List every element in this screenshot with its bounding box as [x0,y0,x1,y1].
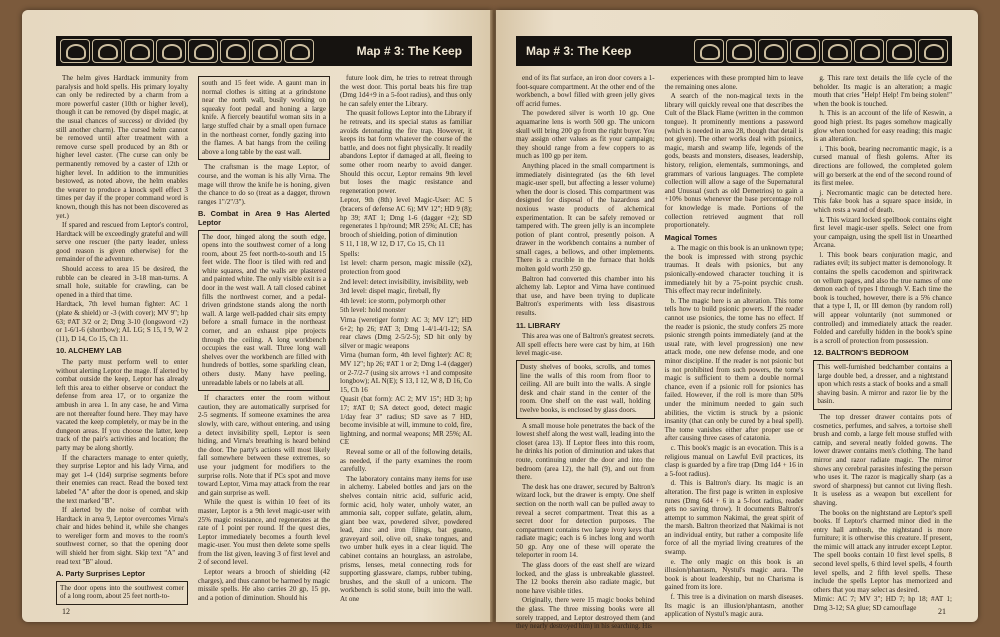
paragraph: A search of the non-magical texts in the library will quickly reveal one that describes the Cult of the Black Flame (written in the common tongue). It prominently mentions a password (which is needed in area 28, though that detail is not given). The other works deal with psionics, magic, marsh and swamp life, legends of the gods, beasts and monsters, diseases, leadership, history, religion, elementals, summonings, and grammars of various languages. The complete collection will allow a sage of the Supernatural and Unusual (such as old Demetrios) to gain a +10% bonus whenever the base percentage roll for knowledge is made. Portions of the collection retrieved augment that roll proportionately. [664,92,804,230]
left-col-3 [340,74,472,604]
paragraph: While the quest is within 10 feet of its master, Leptor is a 9th level magic-user with 25% magic resistance, and regenerates at the rate of 1 point per round. If the quest dies, Leptor immediately becomes a fourth level magic-user. You must then delete some spells from the list given, leaving 3 of first level and 2 of second level. [198,498,330,567]
stat-block: Mimic: AC 7; MV 3"; HD 7; hp 18; #AT 1; Dmg 3-12; SA glue; SD camouflage [813,595,953,613]
celtic-knot-icon [886,39,916,63]
celtic-knot-icon [854,39,884,63]
paragraph: Anything placed in the small compartment is immediately disintegrated (as the 6th level magic-user spell, but affecting a lesser volume) when the door is closed. This compartment was designed for disposal of the hazardous and noxious waste products of alchemical experimentation. It can be safely removed or tampered with. The green jelly is an incomplete potion of plant control, presently poison. A drawer in the workbench contains a number of small cages, a bellows, and other implements. There is a crucible in the furnace that holds molten gold worth 250 gp. [516,161,655,274]
paragraph: A small mouse hole penetrates the back of the lowest shelf along the west wall, leading into the closet (area 13). If Leptor flees into this room, he drinks his potion of diminution and takes that route, continuing under the door and into the bedroom (area 12), the hall (9), and out from there. [516,421,655,482]
right-page [496,10,978,631]
page-title: Map # 3: The Keep [526,44,632,58]
left-columns [56,74,472,604]
paragraph: c. This book's magic is an evocation. This is a religious manual on Lawful Evil practices, its clasp is guarded by a fire trap (Dmg 1d4 + 16 in a 5-foot radius). [664,443,804,478]
paragraph: Baltron had converted this chamber into his alchemy lab. Leptor and Virna have continued that use, and have been trying to duplicate Baltron's experiments with less disastrous results. [516,274,655,318]
paragraph: d. This is Baltron's diary. Its magic is an alteration. The first page is written in explosive runes (Dmg 6d4 + 6 in a 5-foot radius, reader gets no saving throw). It documents Baltron's attempt to summon Nakimai, the great spirit of the marsh. Baltron theorized that Nakimai is not an individual entity, but rather a composite life force of all the myriad living creatures of the swamp. [664,479,804,557]
spell-line: 4th level: ice storm, polymorph other [340,296,446,305]
celtic-knot-icon [822,39,852,63]
celtic-knot-icon [284,39,314,63]
paragraph: The helm gives Hardtack immunity from paralysis and hold spells. His primary loyalty can only be redirected by a charm from a more powerful caster (10th or higher level), though it can be removed (by dispel magic, at the usual chances of success) or divided (by still another charm). The cursed helm cannot be removed until after treatment with a remove curse spell produced by an 8th or higher level caster. (The curse can only be permanently removed by a caster of 12th or higher level. In addition to the immunities bestowed, as noted above, the helm enables the wearer to produce a knock spell effect 3 times per day if the proper command word is known, though this has not been discovered as yet.) [56,74,188,220]
paragraph: The craftsman is the mage Leptor, of course, and the woman is his ally Virna. The mage will throw the knife he is honing, given the chance to do so (treat as a dagger, thrown ranges 1"/2"/3"). [198,163,330,206]
boxed-paragraph: This well-furnished bedchamber contains a large double bed, a dresser, and a nightstand upon which rests a stack of books and a small shaving basin. A mirror and razor lie by the basin. [817,363,949,406]
celtic-knot-icon [694,39,724,63]
right-col-1 [516,74,655,631]
paragraph: If characters enter the room without caution, they are automatically surprised for 2-5 segments. If someone examines the area slowly, with care, without entering, and using a detect invisibility spell, Leptor is seen hiding, and Virna's breathing is heard behind the door. The party's actions will most likely fall somewhere between these extremes, so use your judgment for modifiers to the surprise rolls. Note that if PCs spot and move toward Leptor, Virna may attack from the rear and gain surprise as well. [198,394,330,497]
boxed-paragraph: The door opens into the southwest corner of a long room, about 25 feet north-to- [60,583,184,601]
celtic-knot-icon [60,39,90,63]
right-col-2 [664,74,804,619]
boxed-paragraph: Dusty shelves of books, scrolls, and tomes line the walls of this room from floor to ceiling. All are built into the walls. A single desk and chair stand in the center of the room. One shelf on the east wall, holding twelve books, is enclosed by glass doors. [520,363,651,414]
ornament-band-left [56,36,318,66]
right-banner [516,36,952,66]
page-number: 21 [938,607,946,616]
paragraph: b. The magic here is an alteration. This tome tells how to build psionic powers. If the reader cannot use psionics, the tome has no effect. If the reader is psionic, the study confers 25 more psionic strength points immediately (and at the usual rate, with level progression) one new attack mode, one new defense mode, and one minor discipline. If the reader is not psionic but is not prohibited from such powers, the tome's magic is sufficient to them a double normal chance, even if a psionic roll for psionics has failed. However, if the roll is more than 50% under the minimum needed to gain such abilities, the victim is struck by a psionic insanity (that can only be cured by a heal spell). The tome vanishes either after proper use or after causing three cases of catatonia. [664,296,804,443]
paragraph: If the characters manage to enter quietly, they surprise Leptor and his lady Virna, and may get 1-4 (1d4) surprise segments before their enemies can react. Read the boxed text labeled "A" after the door is opened, and skip the text marked "B". [56,453,188,505]
boxed-text [198,230,330,392]
paragraph: This area was one of Baltron's greatest secrets. All spell effects here were cast by him, at 16th level magic-use. [516,332,655,358]
celtic-knot-icon [156,39,186,63]
celtic-knot-icon [790,39,820,63]
spell-line: 2nd level: detect invisibility, invisibility, web [340,277,469,286]
paragraph: h. This is an account of the life of Keswin, a good high priest. Its pages somehow magically glow when touched for easy reading; this magic is an alteration. [813,109,953,144]
left-col-2 [198,74,330,602]
section-heading: 10. ALCHEMY LAB [56,346,122,356]
left-col-1 [56,74,188,601]
celtic-knot-icon [188,39,218,63]
paragraph: j. Necromantic magic can be detected here. This fake book has a square space inside, in which rests a wand of death. [813,188,953,214]
paragraph: Originally, there were 15 magic books behind the glass. The three missing books were all sorely trapped, and Leptor destroyed them (and they nearly destroyed him) in his searching. His [516,596,655,631]
spell-line: 3rd level: dispel magic, fireball, fly [340,287,441,296]
boxed-text [516,360,655,419]
paragraph: f. This tree is a divination on marsh diseases. Its magic is an illusion/phantasm, another application of Nystul's magic aura. [664,593,804,619]
paragraph: g. This rare text details the life cycle of the beholder. Its magic is an alteration; a magic mouth that cries "Help! Help! I'm being stolen!" when the book is touched. [813,74,953,108]
paragraph: The party must perform well to enter without alerting Leptor the mage. If alerted by combat outside the keep, Leptor has already left this area to either observe or conduct the defense from area 17, or to organize the ambush in area 1. In any case, he and Virna are not thereafter found here. They may have vacated the keep completely, or may be in the dungeon areas. If you choose the latter, keep track of the pair's activities and location; the party may be along shortly. [56,358,188,452]
paragraph: experiences with these prompted him to leave the remaining ones alone. [664,74,804,91]
paragraph: end of its flat surface, an iron door covers a 1-foot-square compartment. At the other end of the workbench, a bowl filled with green jelly gives off acrid fumes. [516,74,655,108]
stat-line: S 11, I 18, W 12, D 17, Co 15, Ch 11 [340,240,445,249]
celtic-knot-icon [92,39,122,63]
stat-block: Virna (human form, 4th level fighter): AC 8; MV 12"; hp 26; #AT 1 or 2; Dmg 1-4 (dagger) or 2-7/2-7 (using six arrows +1 and composite longbow); AL N(E); S 13, I 12, W 8, D 16, Co 15, Ch 16 [340,351,472,394]
paragraph: e. The only magic on this book is an illusion/phantasm, Nystul's magic aura. The book is about leadership, but no Charisma is gained from its lore. [664,557,804,592]
section-heading: A. Party Surprises Leptor [56,569,146,579]
paragraph: The quasit follows Leptor into the Library if he retreats, and its special status as familiar avoids detonating the fire trap. However, it keeps its bat form whatever the course of the battle, and does not fight physically. It readily abandons Leptor if damaged at all, fleeing to some other room nearby to avoid danger. Should this occur, Leptor remains 9th level but loses the magic resistance and regeneration power. [340,109,472,195]
celtic-knot-icon [918,39,948,63]
paragraph: future look dim, he tries to retreat through the west door. This portal beats his fire trap (Dmg 1d4+9 in a 5-foot radius), and thus only he can safely enter the Library. [340,74,472,108]
boxed-text [198,76,330,160]
celtic-knot-icon [124,39,154,63]
celtic-knot-icon [220,39,250,63]
section-heading: Magical Tomes [664,232,718,242]
section-heading: 12. BALTRON'S BEDROOM [813,348,909,358]
paragraph: Should access to area 15 be desired, the rubble can be cleared in 3-18 man-turns. A small hole, suitable for crawling, can be opened in a third that time. [56,265,188,299]
paragraph: l. This book bears conjuration magic, and radiates evil; its subject matter is demonology. It contains the spells cacodemon and spiritwrack on vellum pages, and also the true names of one demon each of types I through V. Each time the book is touched, however, there is a 5% chance that a type I, II, or III demon (by random roll) will appear voluntarily (not summoned or controlled) and immediately attack the reader. Folded and carefully hidden in the book's spine is a scroll of protection from possession. [813,250,953,345]
boxed-paragraph: The door, hinged along the south edge, opens into the southwest corner of a long room, about 25 feet north-to-south and 15 feet wide. The floor is tiled with red and white squares, and the walls are plastered and painted white. The only visible exit is a door in the west wall. A tall closed cabinet fills the northwest corner, and a pedal-driven grindstone stands along the north wall. A large well-padded chair sits empty before a small furnace in the northeast corner, and an exhaust pipe projects through the ceiling. A long workbench occupies the east wall. Three long wall shelves over the workbench are filled with hundreds of bottles, some sparkling clean, others dusty. Many have peeling, unreadable labels or no labels at all. [202,232,326,387]
paragraph: Leptor wears a brooch of shielding (42 charges), and thus cannot be harmed by magic missile spells. He also carries 20 gp, 15 pp, and a potion of diminution. Should his [198,568,330,602]
paragraph: a. The magic on this book is an unknown type; the book is impressed with strong psychic traumas. It deals with psionics, but any psionically-endowed character touching it is immediately hit by a 75-point psychic crush. This effect may recur indefinitely. [664,244,804,296]
stat-block: Virna (weretiger form): AC 3; MV 12"; HD 6+2; hp 26; #AT 3; Dmg 1-4/1-4/1-12; SA rear claws (Dmg 2-5/2-5); SD hit only by silver or magic weapons [340,316,472,350]
paragraph: The top dresser drawer contains pots of cosmetics, perfumes, and salves, a tortoise shell brush and comb, a large felt mouse stuffed with catnip, and several neatly folded gowns. The lower drawer contains men's clothing. The hand mirror and razor radiate magic. The mirror shows any cerebral parasites infesting the person who uses it. The razor is magically sharp (as a sword of sharpness) but cannot cut living flesh. It is useless as a weapon but excellent for shaving. [813,412,953,507]
spell-line: 1st level: charm person, magic missile (x2), protection from good [340,259,472,277]
spell-line: 5th level: hold monster [340,306,406,315]
celtic-knot-icon [726,39,756,63]
paragraph: i. This book, bearing necromantic magic, is a cursed manual of flesh golems. After its directions are followed, the completed golem will go berserk at the end of the second round of its first melee. [813,144,953,188]
paragraph: k. This wizard locked spellbook contains eight first level magic-user spells. Select one from your campaign, using the spell list in Unearthed Arcana. [813,215,953,250]
paragraph: If alerted by the noise of combat with Hardtack in area 9, Leptor overcomes Virna's chair and hides behind it, while she changes to wereliger form and moves to the room's southwest corner, so that the opening door will shield her from sight. Skip text "A" and read text "B" aloud. [56,506,188,566]
left-page [22,10,492,622]
page-number: 12 [62,607,70,616]
stat-block: Leptor, 9th (8th) level Magic-User: AC 5 (bracers of defense AC 6); MV 12"; HD 9 (8); hp 39; #AT 1; Dmg 1-6 (dagger +2); SD regenerates 1 hp/round; MR 25%; AL CE; has brooch of shielding, potion of diminution [340,196,472,239]
paragraph: The glass doors of the east shelf are wizard locked, and the glass is unbreakable glassteel. The 12 books therein also radiate magic, but none have visible titles. [516,561,655,595]
boxed-paragraph: south and 15 feet wide. A gaunt man in normal clothes is sitting at a grindstone near the north wall, busily working on squeaky foot pedal and honing a large knife. A fiercely beautiful woman sits in a large stuffed chair by a small open furnace in the northeast corner, fondly gazing into the flames. A bat hangs from the ceiling above a long table by the east wall. [202,79,326,156]
section-heading: B. Combat in Area 9 Has Alerted Leptor [198,209,330,227]
paragraph: The laboratory contains many items for use in alchemy. Labeled bottles and jars on the shelves contain nitric acid, sulfuric acid, formic acid, holy water, unholy water, an ammonia salt, copper sulfate, gelatin, alum, giant bee wax, powdered silver, powdered lead, zinc and iron filings, bat guano, graveyard soil, olive oil, snake tongues, and two umber hulk eyes in a clear liquid. The cabinet contains an hourglass, an astrolabe, prisms, lenses, metal connecting rods for supporting glassware, clamps, rubber tubing, brushes, and the skull of a unicorn. The workbench is solid stone, built into the wall. At one [340,474,472,604]
boxed-text [813,360,952,410]
celtic-knot-icon [758,39,788,63]
book-spread [22,10,978,631]
paragraph: The powdered silver is worth 10 gp. One aquamarine lens is worth 500 gp. The unicorn skull will bring 200 gp from the right buyer. You may assign other values as fit your campaign; they should range from a few coppers to as much as 100 gp per item. [516,109,655,161]
stat-block: Hardtack, 7th level human fighter: AC 1 (plate & shield) or -3 (with cover); MV 9"; hp 63; #AT 3/2 or 2; Dmg 3-10 (longsword +2) or 1-6/1-6 (shortbow); AL LG; S 15, I 9, W 2 (11), D 14, Co 15, Ch 11. [56,300,188,343]
paragraph: The books on the nightstand are Leptor's spell books. If Leptor's charmed minor died in the entry hall ambush, the nightstand is more furniture; it is otherwise this creature. If present, the mimic will attack any intruder except Leptor. The spell books contain 10 first level spells, 8 second level spells, 6 third level spells, 4 fourth level spells, and 2 fifth level spells. These include the spells Leptor has memorized and others that you may select as desired. [813,508,953,594]
stat-block: Quasit (bat form): AC 2; MV 15"; HD 3; hp 17; #AT 0; SA detect good, detect magic 1/day fear 3" radius; SD save as 7 HD, become invisible at will, immune to cold, fire, lightning, and normal weapons; MR 25%; AL CE [340,395,472,447]
stat-line: Spells: [340,249,360,258]
ornament-band-right [690,36,952,66]
page-title: Map # 3: The Keep [356,44,462,58]
paragraph: If spared and rescued from Leptor's control, Hardtack will be exceedingly grateful and will serve one rescuer (the party leader, unless good reason is given otherwise) for the remainder of the adventure. [56,221,188,264]
paragraph: Reveal some or all of the following details, as needed, if the party examines the room carefully. [340,447,472,474]
celtic-knot-icon [252,39,282,63]
paragraph: The desk has one drawer, secured by Baltron's wizard lock, but the drawer is empty. One shelf section on the north wall can be pulled away to reveal a secret compartment. Treat this as a secret door for detection purposes. The compartment contains two large ivory keys that radiate magic; each is 6 inches long and worth 50 gp. Any one of these will operate the teleporter in room 14. [516,482,655,560]
boxed-text [56,581,188,605]
left-banner [56,36,472,66]
section-heading: 11. LIBRARY [516,320,561,330]
